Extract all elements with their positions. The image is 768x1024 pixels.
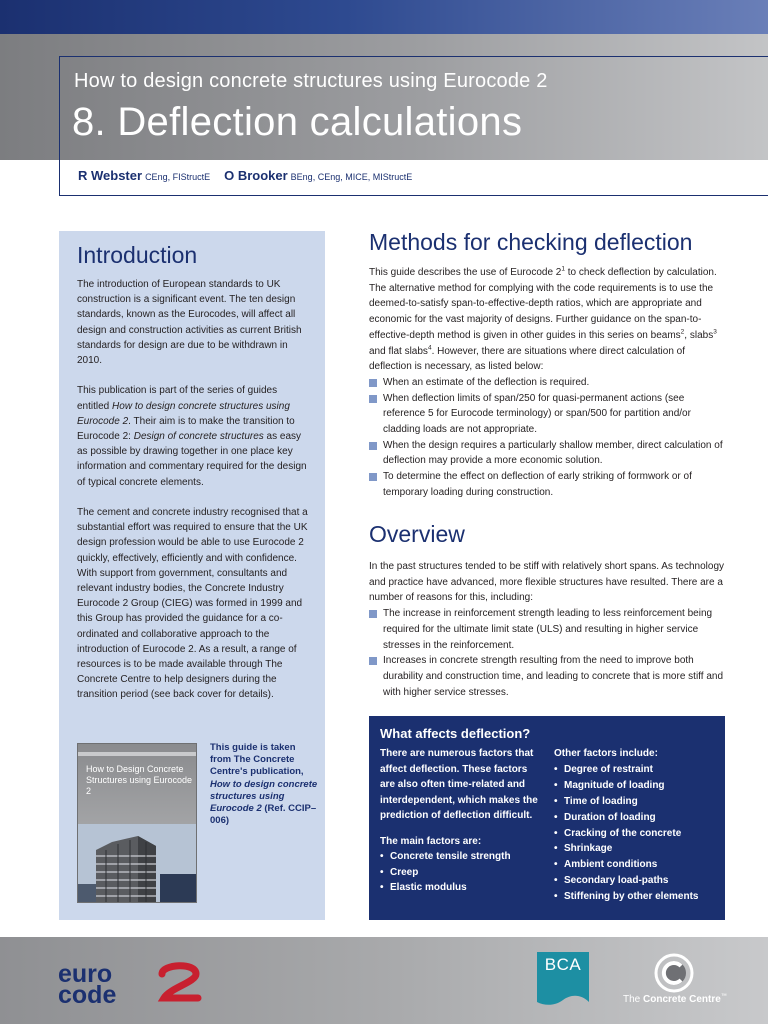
list-item: The increase in reinforcement strength leading to less reinforcement being required for the ultimate limit state (ULS) and resulting in higher service stresses in the reinforcement.	[369, 606, 725, 653]
concrete-centre-logo-icon	[651, 953, 697, 993]
page-title: 8. Deflection calculations	[72, 100, 523, 144]
what-affects-deflection-box	[369, 716, 725, 920]
list-item: • Shrinkage	[554, 841, 724, 857]
methods-bullet-list	[369, 375, 725, 501]
eurocode-logo-line2: code	[58, 981, 117, 1004]
concrete-centre-logo-text: The Concrete Centre™	[623, 993, 727, 1005]
methods-section	[369, 265, 725, 501]
affects-left-column	[380, 746, 540, 896]
affects-right-column	[554, 746, 724, 905]
top-color-band	[0, 0, 768, 34]
intro-paragraph: The cement and concrete industry recognised that a substantial effort was required to ensure that the UK design profession would be able to use Eurocode 2 quickly, effectively, efficiently and with confidence. With support from government, consultants and relevant industry bodies, the Concrete Industry Eurocode 2 Group (CIEG) was formed in 1999 and this Group has provided the guidance for a co-ordinated and collaborative approach to the introduction of Eurocode 2. As a result, a range of resources is to be made available through The Concrete Centre to help designers during the transition period (see back cover for details).	[77, 507, 308, 701]
overview-paragraph: In the past structures tended to be stiff with relatively short spans. As technology and practice have advanced, more flexible structures have resulted. There are a number of reasons for this, including:	[369, 561, 725, 604]
list-item: • Duration of loading	[554, 810, 724, 826]
list-item: • Time of loading	[554, 794, 724, 810]
main-factors-label: The main factors are:	[380, 835, 482, 847]
list-item: Increases in concrete strength resulting from the need to improve both durability and construction time, and leading to concrete that is more stiff and with higher service stresses.	[369, 653, 725, 700]
methods-heading: Methods for checking deflection	[369, 229, 693, 255]
intro-paragraph: The introduction of European standards to UK construction is a significant event. The ten design standards, known as the Eurocodes, will affect all design and construction activities as current British standards for design are due to be withdrawn in 2010.	[77, 279, 302, 367]
overview-section	[369, 559, 725, 700]
overview-bullet-list	[369, 606, 725, 700]
eurocode-logo-line1: euro	[58, 960, 113, 988]
list-item: • Concrete tensile strength	[380, 849, 540, 865]
list-item: • Ambient conditions	[554, 857, 724, 873]
other-factors-list	[554, 762, 724, 905]
eurocode-2-logo	[58, 960, 208, 1004]
list-item: • Degree of restraint	[554, 762, 724, 778]
list-item: To determine the effect on deflection of early striking of formwork or of temporary loading during construction.	[369, 469, 725, 500]
author-credentials: CEng, FIStructE	[145, 172, 211, 182]
cover-title: How to Design Concrete Structures using Eurocode 2	[86, 764, 193, 796]
author-credentials: BEng, CEng, MICE, MIStructE	[290, 172, 413, 182]
building-photo-icon	[78, 824, 197, 903]
list-item: • Secondary load-paths	[554, 873, 724, 889]
publication-cover-image	[77, 743, 197, 903]
list-item: • Magnitude of loading	[554, 778, 724, 794]
methods-paragraph: This guide describes the use of Eurocode $2^1$ to check deflection by calculation. The alternative method for complying with the code requirements is to use the deemed-to-satisfy span-to-effective-depth ratios, which are appropriate and economic for the vast majority of designs. Further guidance on the span-to-effective-depth method is given in other guides in this series on beams$^2$, slabs$^3$ and flat slabs$^4$. However, there are situations where direct calculation of deflection is necessary, as listed below:	[369, 265, 717, 373]
author-name: R Webster	[78, 168, 143, 183]
introduction-heading: Introduction	[77, 242, 198, 268]
author-name: O Brooker	[224, 168, 288, 183]
overview-heading: Overview	[369, 521, 465, 547]
list-item: • Elastic modulus	[380, 880, 540, 896]
other-factors-label: Other factors include:	[554, 748, 658, 759]
intro-paragraph: This publication is part of the series of guides entitled How to design concrete structures using Eurocode 2. Their aim is to make the transition to Eurocode 2: Design of concrete structures as easy as possible by drawing together in one place key information and commentary required for the design of typical concrete elements.	[77, 385, 307, 488]
list-item: When the design requires a particularly shallow member, direct calculation of deflection may provide a more economic solution.	[369, 438, 725, 469]
list-item: • Creep	[380, 865, 540, 881]
authors-line	[78, 168, 412, 183]
introduction-text	[77, 277, 309, 718]
main-factors-list	[380, 849, 540, 896]
bca-logo-text: BCA	[544, 955, 582, 974]
list-item: When deflection limits of span/250 for quasi-permanent actions (see reference 5 for Eurocode terminology) or span/500 for partition and/or cladding loads are not appropriate.	[369, 391, 725, 438]
series-title: How to design concrete structures using Eurocode 2	[74, 70, 548, 92]
affects-intro: There are numerous factors that affect deflection. These factors are also often time-related and interdependent, which makes the prediction of deflection difficult.	[380, 748, 538, 821]
list-item: When an estimate of the deflection is required.	[369, 375, 725, 391]
list-item: • Cracking of the concrete	[554, 826, 724, 842]
guide-source-note: This guide is taken from The Concrete Centre's publication, How to design concrete structures using Eurocode 2 (Ref. CCIP–006)	[210, 742, 318, 827]
affects-heading: What affects deflection?	[380, 726, 531, 741]
list-item: • Stiffening by other elements	[554, 889, 724, 905]
